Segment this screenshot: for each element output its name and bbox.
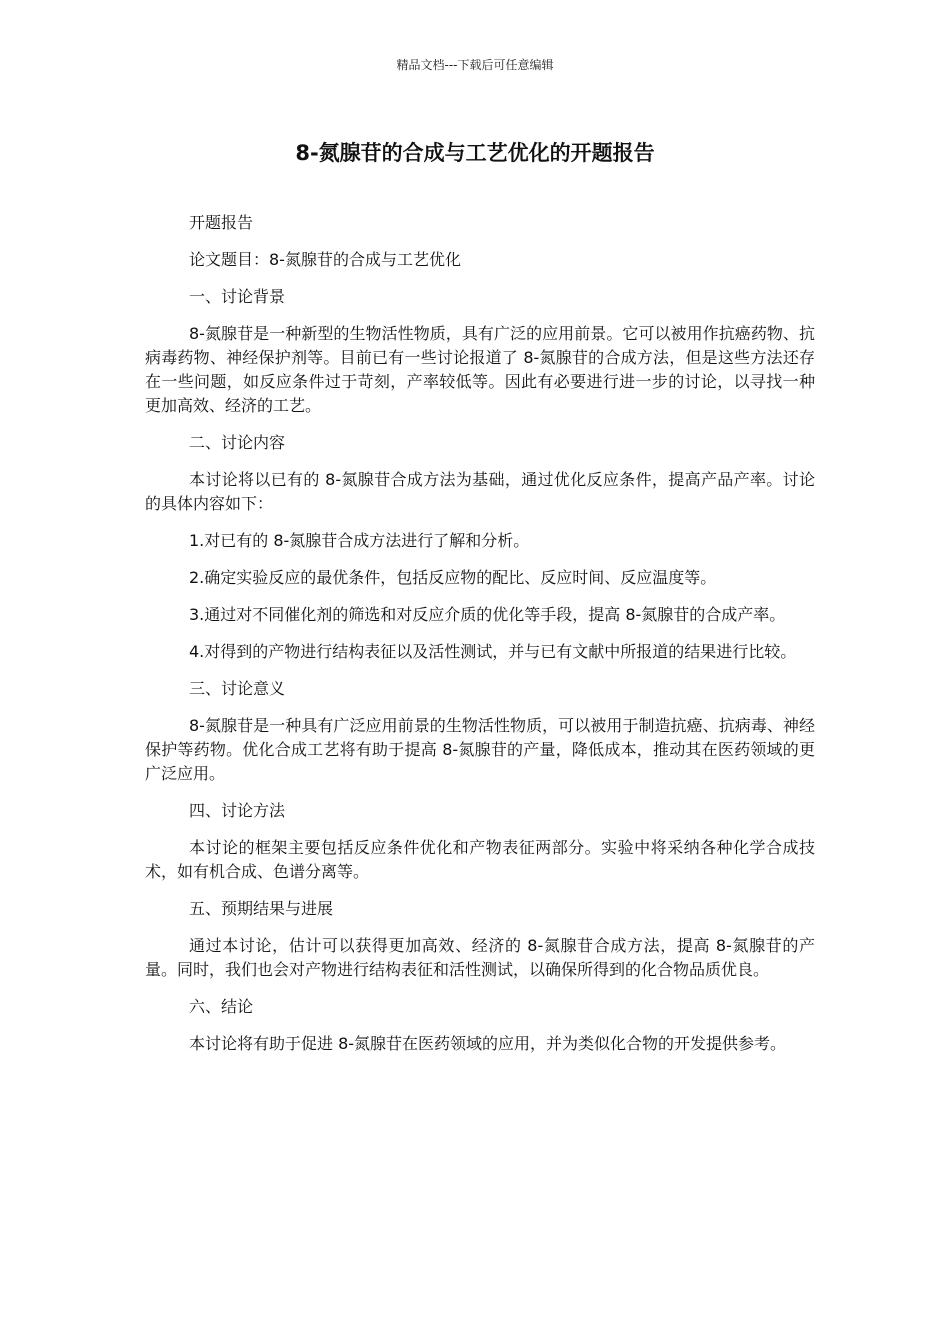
background-paragraph: 8-氮腺苷是一种新型的生物活性物质，具有广泛的应用前景。它可以被用作抗癌药物、抗病毒药物、神经保护剂等。目前已有一些讨论报道了 8-氮腺苷的合成方法，但是这些方法还存在一些问题，如反应条件过于苛刻，产率较低等。因此有必要进行进一步的讨论，以寻找一种更加高效、经济的工艺。 [145,324,815,415]
section-heading-methods: 四、讨论方法 [189,801,286,820]
thesis-topic: 论文题目：8-氮腺苷的合成与工艺优化 [189,250,461,269]
expected-results-paragraph: 通过本讨论，估计可以获得更加高效、经济的 8-氮腺苷合成方法，提高 8-氮腺苷的产量。同时，我们也会对产物进行结构表征和活性测试，以确保所得到的化合物品质优良。 [145,936,815,979]
conclusion-paragraph: 本讨论将有助于促进 8-氮腺苷在医药领域的应用，并为类似化合物的开发提供参考。 [189,1034,787,1053]
section-heading-significance: 三、讨论意义 [189,679,286,698]
section-heading-conclusion: 六、结论 [189,997,254,1016]
document-title: 8-氮腺苷的合成与工艺优化的开题报告 [295,141,655,165]
report-label: 开题报告 [189,213,254,232]
section-heading-expected-results: 五、预期结果与进展 [189,899,334,918]
content-item-3: 3.通过对不同催化剂的筛选和对反应介质的优化等手段，提高 8-氮腺苷的合成产率。 [189,605,786,624]
content-item-4: 4.对得到的产物进行结构表征以及活性测试，并与已有文献中所报道的结果进行比较。 [189,642,797,661]
methods-paragraph: 本讨论的框架主要包括反应条件优化和产物表征两部分。实验中将采纳各种化学合成技术，如有机合成、色谱分离等。 [145,838,815,881]
significance-paragraph: 8-氮腺苷是一种具有广泛应用前景的生物活性物质，可以被用于制造抗癌、抗病毒、神经保护等药物。优化合成工艺将有助于提高 8-氮腺苷的产量，降低成本，推动其在医药领域的更广泛应用。 [145,716,815,783]
document-body [145,211,815,1069]
page-header: 精品文档---下载后可任意编辑 [396,58,554,72]
section-heading-content: 二、讨论内容 [189,433,286,452]
section-heading-background: 一、讨论背景 [189,287,286,306]
content-item-1: 1.对已有的 8-氮腺苷合成方法进行了解和分析。 [189,531,530,550]
content-intro-paragraph: 本讨论将以已有的 8-氮腺苷合成方法为基础，通过优化反应条件，提高产品产率。讨论的具体内容如下： [145,470,815,513]
content-item-2: 2.确定实验反应的最优条件，包括反应物的配比、反应时间、反应温度等。 [189,568,717,587]
